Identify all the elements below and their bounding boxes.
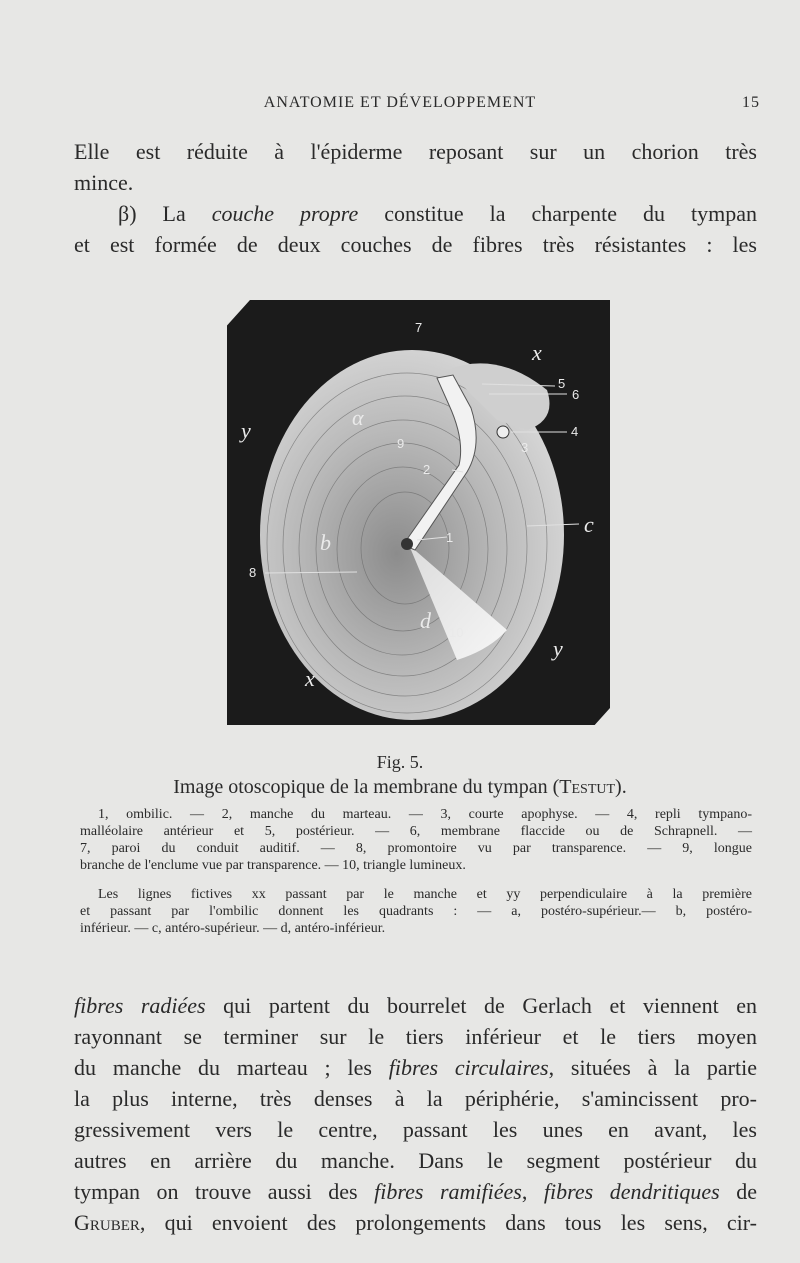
legend-line: 1, ombilic. — 2, manche du marteau. — 3, courte apophyse. — 4, repli tympano- bbox=[98, 807, 752, 822]
text-span: du manche du marteau ; les bbox=[74, 1055, 389, 1080]
otoscopic-figure bbox=[227, 300, 610, 725]
text-line: mince. bbox=[74, 170, 134, 195]
legend-line: et passant par l'ombilic donnent les quadrants : — a, postéro-supérieur.— b, postéro- bbox=[80, 904, 752, 919]
label-7: 7 bbox=[415, 320, 423, 335]
legend-line: inférieur. — c, antéro-supérieur. — d, antéro-inférieur. bbox=[80, 921, 386, 936]
running-header bbox=[0, 92, 800, 116]
label-alpha: α bbox=[352, 405, 364, 430]
legend-numbers bbox=[80, 806, 752, 874]
page-number: 15 bbox=[742, 94, 760, 111]
text-span: , bbox=[521, 1179, 544, 1204]
label-4: 4 bbox=[571, 424, 579, 439]
label-10: 10 bbox=[449, 625, 464, 640]
figure-number: Fig. 5. bbox=[376, 752, 424, 772]
italic-term: fibres dendritiques bbox=[543, 1179, 720, 1204]
author-name: Gruber bbox=[74, 1210, 140, 1235]
umbo bbox=[401, 538, 413, 550]
italic-term: fibres radiées bbox=[74, 993, 206, 1018]
figure-caption bbox=[0, 776, 800, 799]
label-3: 3 bbox=[521, 440, 529, 455]
text-line bbox=[74, 1176, 757, 1207]
text-span: constitue la charpente du tympan bbox=[358, 201, 757, 226]
text-line bbox=[74, 198, 757, 229]
short-process bbox=[497, 426, 509, 438]
text-span: de bbox=[719, 1179, 757, 1204]
top-paragraph bbox=[74, 136, 757, 260]
legend-quadrants bbox=[80, 886, 752, 937]
legend-line: branche de l'enclume vue par transparence. — 10, triangle lumineux. bbox=[80, 858, 466, 873]
legend-line: Les lignes fictives xx passant par le manche et yy perpendiculaire à la première bbox=[98, 887, 752, 902]
text-span: , qui envoient des prolongements dans tous les sens, cir- bbox=[139, 1210, 757, 1235]
label-y-right: y bbox=[553, 636, 563, 661]
text-line: gressivement vers le centre, passant les unes en avant, les bbox=[74, 1117, 757, 1142]
caption-author: Testut bbox=[559, 776, 616, 798]
italic-term: fibres ramifiées bbox=[374, 1179, 522, 1204]
caption-close: ). bbox=[615, 776, 627, 798]
text-span: qui partent du bourrelet de Gerlach et viennent en bbox=[205, 993, 757, 1018]
label-8: 8 bbox=[249, 565, 257, 580]
tympanic-membrane-illustration bbox=[227, 300, 610, 725]
label-x-top: x bbox=[532, 340, 542, 365]
text-line: Elle est réduite à l'épiderme reposant sur un chorion très bbox=[74, 139, 757, 164]
bottom-paragraph bbox=[74, 990, 757, 1238]
text-line bbox=[74, 1207, 757, 1238]
label-d: d bbox=[420, 608, 431, 633]
label-b: b bbox=[320, 530, 331, 555]
italic-term: fibres circulaires bbox=[388, 1055, 549, 1080]
legend-line: 7, paroi du conduit auditif. — 8, promontoire vu par transparence. — 9, longue bbox=[80, 841, 752, 856]
label-y-left: y bbox=[241, 418, 251, 443]
label-2: 2 bbox=[423, 462, 431, 477]
label-5: 5 bbox=[558, 376, 566, 391]
text-span: , situées à la partie bbox=[548, 1055, 757, 1080]
label-c: c bbox=[584, 512, 594, 537]
text-line: autres en arrière du manche. Dans le segment postérieur du bbox=[74, 1148, 757, 1173]
label-1: 1 bbox=[446, 530, 454, 545]
text-line: la plus interne, très denses à la périphérie, s'amincissent pro- bbox=[74, 1086, 757, 1111]
text-span: tympan on trouve aussi des bbox=[74, 1179, 375, 1204]
label-x-bottom: x bbox=[305, 666, 315, 691]
italic-term: couche propre bbox=[211, 201, 359, 226]
text-line: et est formée de deux couches de fibres très résistantes : les bbox=[74, 232, 757, 257]
text-line bbox=[74, 990, 757, 1021]
legend-line: malléolaire antérieur et 5, postérieur. — 6, membrane flaccide ou de Schrapnell. — bbox=[80, 824, 752, 839]
text-span: β) La bbox=[118, 201, 212, 226]
text-line bbox=[74, 1052, 757, 1083]
label-6: 6 bbox=[572, 387, 580, 402]
text-line: rayonnant se terminer sur le tiers inférieur et le tiers moyen bbox=[74, 1024, 757, 1049]
label-9: 9 bbox=[397, 436, 405, 451]
running-title: ANATOMIE ET DÉVELOPPEMENT bbox=[263, 94, 537, 111]
caption-text: Image otoscopique de la membrane du tympan ( bbox=[173, 776, 560, 798]
